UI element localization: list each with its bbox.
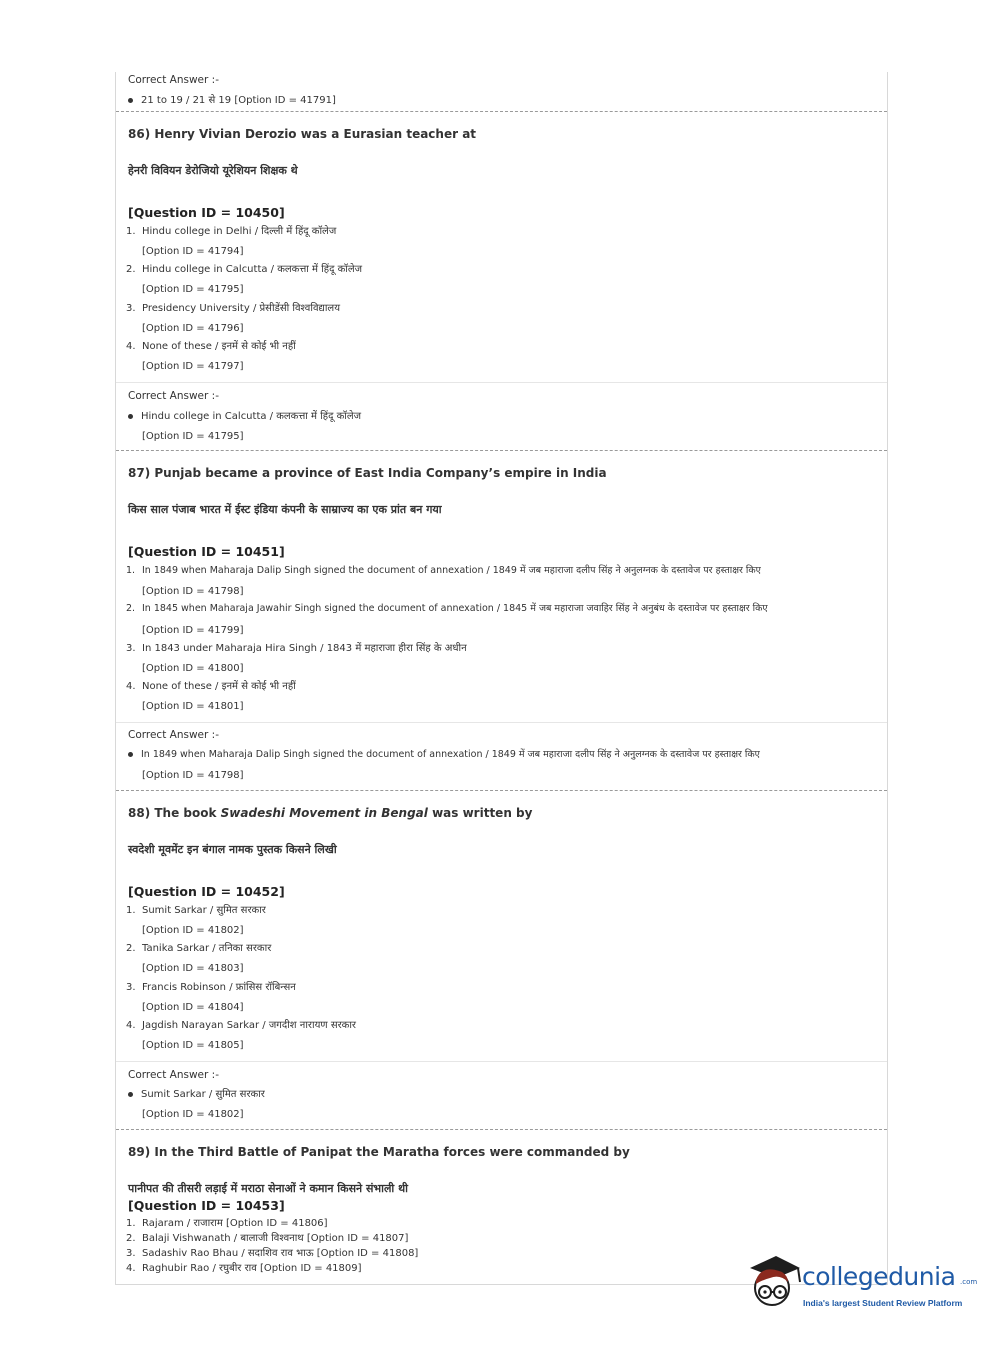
option-item: 3. Sadashiv Rao Bhau / सदाशिव राव भाऊ [Option ID = 41808]	[126, 1248, 419, 1259]
option-item: 1. Sumit Sarkar / सुमित सरकार	[126, 905, 266, 916]
option-id: [Option ID = 41802]	[142, 1109, 244, 1120]
correct-answer-item: Hindu college in Calcutta / कलकत्ता में हिंदू कॉलेज	[128, 408, 361, 422]
option-id: [Option ID = 41798]	[142, 586, 244, 597]
question-divider	[116, 790, 887, 791]
question-paper-page	[115, 72, 888, 1285]
option-id: [Option ID = 41805]	[142, 1040, 244, 1051]
answer-divider	[116, 722, 887, 723]
question-title: 88) The book Swadeshi Movement in Bengal was written by	[128, 806, 533, 820]
option-id: [Option ID = 41802]	[142, 925, 244, 936]
option-item: 2. In 1845 when Maharaja Jawahir Singh signed the document of annexation / 1845 में जब महाराजा जवाहिर सिंह ने अनुबंध के दस्तावेज पर हस्ताक्षर किए	[126, 603, 768, 614]
option-id: [Option ID = 41798]	[142, 770, 244, 781]
option-id: [Option ID = 41801]	[142, 701, 244, 712]
collegedunia-logo[interactable]	[742, 1248, 978, 1318]
student-mascot-icon	[742, 1250, 804, 1312]
correct-answer-label: Correct Answer :-	[128, 1069, 219, 1081]
question-id: [Question ID = 10453]	[128, 1198, 285, 1213]
answer-divider	[116, 1061, 887, 1062]
option-id: [Option ID = 41804]	[142, 1002, 244, 1013]
option-item: 4. Raghubir Rao / रघुबीर राव [Option ID = 41809]	[126, 1263, 362, 1274]
question-hindi: किस साल पंजाब भारत में ईस्ट इंडिया कंपनी के साम्राज्य का एक प्रांत बन गया	[128, 503, 442, 516]
option-item: 3. In 1843 under Maharaja Hira Singh / 1843 में महाराजा हीरा सिंह के अधीन	[126, 643, 467, 654]
question-title: 89) In the Third Battle of Panipat the Maratha forces were commanded by	[128, 1145, 630, 1159]
question-hindi: पानीपत की तीसरी लड़ाई में मराठा सेनाओं ने कमान किसने संभाली थी	[128, 1182, 408, 1195]
option-id: [Option ID = 41799]	[142, 625, 244, 636]
question-title: 87) Punjab became a province of East India Company’s empire in India	[128, 466, 607, 480]
question-id: [Question ID = 10452]	[128, 884, 285, 899]
option-id: [Option ID = 41795]	[142, 431, 244, 442]
bullet-icon	[128, 1092, 133, 1097]
option-item: 2. Tanika Sarkar / तनिका सरकार	[126, 943, 272, 954]
option-item: 1. In 1849 when Maharaja Dalip Singh signed the document of annexation / 1849 में जब महाराजा दलीप सिंह ने अनुलग्नक के दस्तावेज पर हस्ताक्षर किए	[126, 565, 761, 576]
question-hindi: स्वदेशी मूवमेंट इन बंगाल नामक पुस्तक किसने लिखी	[128, 843, 337, 856]
option-item: 2. Balaji Vishwanath / बालाजी विश्वनाथ [Option ID = 41807]	[126, 1233, 409, 1244]
option-item: 4. None of these / इनमें से कोई भी नहीं	[126, 681, 296, 692]
option-item: 4. None of these / इनमें से कोई भी नहीं	[126, 341, 296, 352]
brand-com: .com	[960, 1278, 978, 1286]
option-item: 1. Rajaram / राजाराम [Option ID = 41806]	[126, 1218, 328, 1229]
correct-answer-item: 21 to 19 / 21 से 19 [Option ID = 41791]	[128, 92, 336, 106]
option-item: 1. Hindu college in Delhi / दिल्ली में हिंदू कॉलेज	[126, 226, 337, 237]
correct-answer-item: Sumit Sarkar / सुमित सरकार	[128, 1086, 265, 1100]
option-item: 2. Hindu college in Calcutta / कलकत्ता में हिंदू कॉलेज	[126, 264, 363, 275]
option-id: [Option ID = 41794]	[142, 246, 244, 257]
question-id: [Question ID = 10450]	[128, 205, 285, 220]
option-item: 4. Jagdish Narayan Sarkar / जगदीश नारायण सरकार	[126, 1020, 357, 1031]
brand-tagline: India's largest Student Review Platform	[803, 1298, 963, 1308]
option-id: [Option ID = 41796]	[142, 323, 244, 334]
question-id: [Question ID = 10451]	[128, 544, 285, 559]
correct-answer-label: Correct Answer :-	[128, 390, 219, 402]
answer-divider	[116, 382, 887, 383]
brand-name: collegedunia	[802, 1262, 956, 1291]
option-id: [Option ID = 41803]	[142, 963, 244, 974]
option-item: 3. Presidency University / प्रेसीडेंसी विश्वविद्यालय	[126, 303, 340, 314]
option-id: [Option ID = 41797]	[142, 361, 244, 372]
question-divider	[116, 450, 887, 451]
correct-answer-label: Correct Answer :-	[128, 74, 219, 86]
question-hindi: हेनरी विवियन डेरोजियो यूरेशियन शिक्षक थे	[128, 164, 298, 177]
correct-answer-item: In 1849 when Maharaja Dalip Singh signed the document of annexation / 1849 में जब महाराजा दलीप सिंह ने अनुलग्नक के दस्तावेज पर हस्ताक्षर किए	[128, 747, 760, 760]
question-title: 86) Henry Vivian Derozio was a Eurasian teacher at	[128, 127, 477, 141]
option-id: [Option ID = 41795]	[142, 284, 244, 295]
correct-answer-label: Correct Answer :-	[128, 729, 219, 741]
question-divider	[116, 1129, 887, 1130]
bullet-icon	[128, 752, 133, 757]
bullet-icon	[128, 98, 133, 103]
option-item: 3. Francis Robinson / फ्रांसिस रॉबिन्सन	[126, 982, 296, 993]
option-id: [Option ID = 41800]	[142, 663, 244, 674]
question-divider	[116, 111, 887, 112]
bullet-icon	[128, 414, 133, 419]
